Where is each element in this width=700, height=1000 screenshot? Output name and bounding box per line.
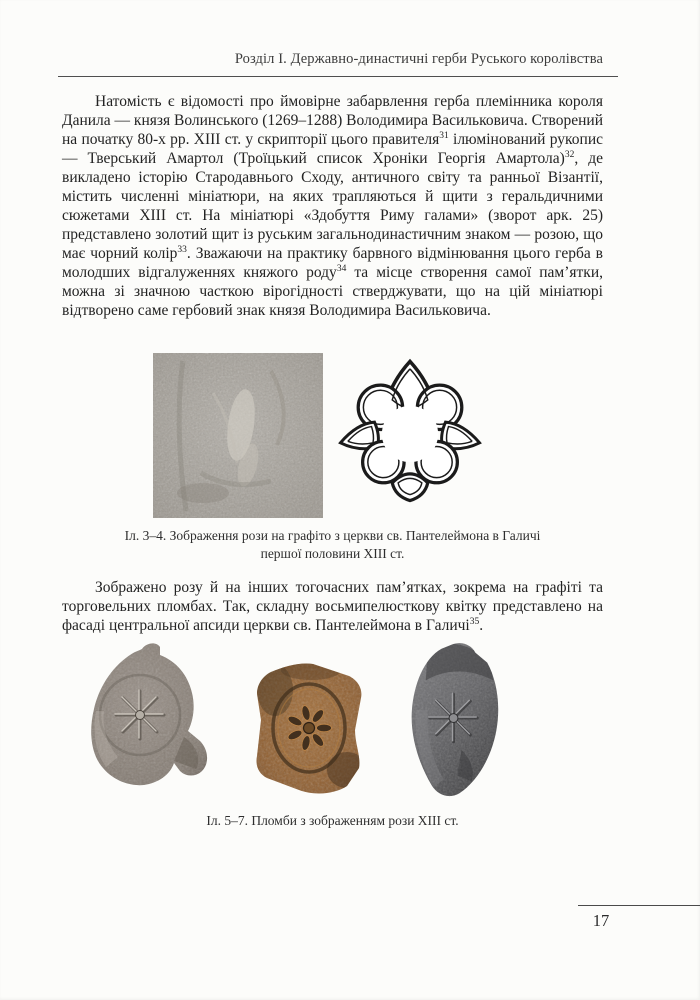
graffito-photo-image [153, 353, 323, 518]
seal-photo-1 [88, 641, 216, 797]
paragraph-2-text: . [479, 617, 484, 634]
footnote-ref-32: 32 [564, 149, 575, 160]
caption-line: першої половини XIII ст. [260, 545, 405, 561]
seal-photo-1 [88, 641, 216, 797]
rose-outline-drawing [336, 356, 484, 506]
graffito-photo-image [153, 353, 323, 518]
footer-rule [578, 905, 700, 906]
paragraph-2 [62, 578, 603, 635]
page-number: 17 [592, 911, 610, 930]
paragraph-1 [62, 92, 603, 320]
seal-photo-2 [251, 660, 369, 798]
footnote-ref-34: 34 [336, 263, 347, 274]
caption-line: Іл. 5–7. Пломби з зображенням рози XIII ст. [206, 813, 459, 828]
footnote-ref-35: 35 [469, 616, 480, 627]
seal-photo-3 [402, 640, 505, 802]
header-rule [58, 76, 618, 77]
running-header: Розділ І. Державно-династичні герби Руського королівства [234, 51, 603, 67]
seal-photo-2 [251, 660, 369, 798]
paragraph-1-text: ілюмінований рукопис — Тверський Амартол (Троїцький список Хроніки Георгія Амартола) [62, 131, 604, 167]
paragraph-1-text: та місце створення самої пам’ятки, можна зі значною часткою вірогідності стверджувати, що на цій мініатюрі відтворено саме гербовий знак князя Володимира Васильковича. [62, 264, 603, 319]
figure-caption-5-7 [62, 812, 603, 830]
seal-photo-3 [402, 640, 505, 802]
paragraph-1-text: Натомість є відомості про ймовірне забарвлення герба племінника короля Данила — князя Волинського (1269–1288) Володимира Васильковича. Створений на початку 80-х рр. XIII ст. у скрипторії цього правителя [62, 93, 604, 148]
footnote-ref-33: 33 [177, 244, 187, 255]
paragraph-1-text: . Зважаючи на практику барвного відмінювання цього герба в молодших відгалуженнях княжого роду [62, 245, 603, 281]
paragraph-2-text: Зображено розу й на інших тогочасних пам’ятках, зокрема на графіті та торговельних пломбах. Так, складну восьмипелюсткову квітку представлено на фасаді центральної апсиди церкви св. Пантелеймона в Галичі [62, 579, 603, 634]
footnote-ref-31: 31 [439, 130, 449, 141]
caption-line: Іл. 3–4. Зображення рози на графіто з церкви св. Пантелеймона в Галичі [124, 528, 541, 543]
rose-outline-drawing [336, 356, 484, 506]
paragraph-1-text: , де викладено історію Стародавнього Сходу, античного світу та ранньої Візантії, містить численні мініатюри, на яких трапляються й щити з геральдичними сюжетами XIII ст. На мініатюрі «Здобуття Риму галами» (зворот арк. 25) представлено золотий щит із руським загальнодинастичним знаком — розою, що має чорний колір [62, 150, 603, 262]
figure-caption-3-4 [62, 527, 603, 562]
